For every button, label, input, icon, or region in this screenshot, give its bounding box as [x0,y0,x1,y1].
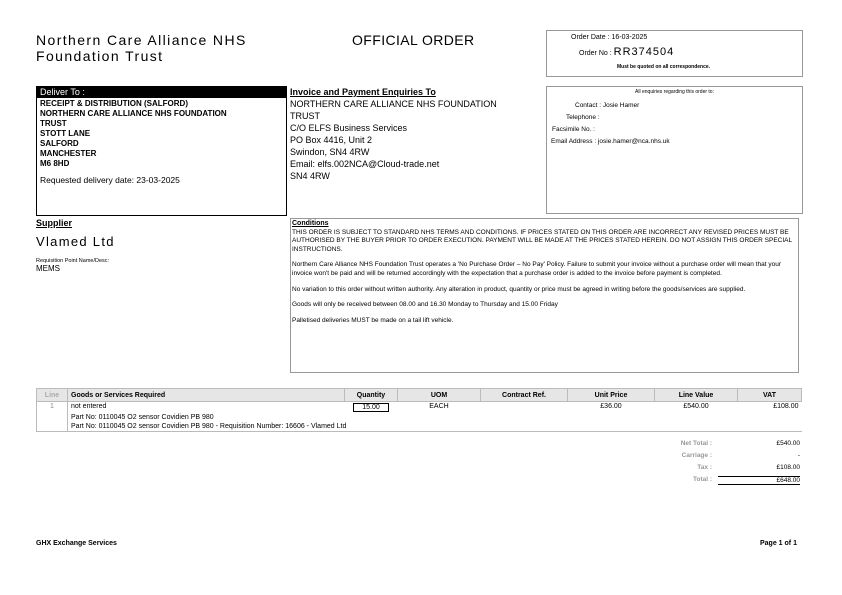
line-number: 1 [37,402,68,432]
table-row [37,402,802,414]
org-line-1: Northern Care Alliance NHS [36,32,247,48]
invoice-line: NORTHERN CARE ALLIANCE NHS FOUNDATION [290,99,497,109]
address-line: MANCHESTER [40,149,97,158]
net-total-value: £540.00 [776,440,800,447]
invoice-line: TRUST [290,111,320,121]
col-uom: UOM [398,389,481,402]
invoice-line: Swindon, SN4 4RW [290,147,370,157]
quantity-cell [345,402,398,414]
total-label: Total : [692,476,712,483]
facsimile-row [552,126,595,133]
telephone-label: Telephone : [566,114,600,121]
carriage-value: - [797,452,800,459]
telephone-row [566,114,600,121]
order-date-row [571,34,647,41]
part-number-1: Part No: 0110045 O2 sensor Covidien PB 980 [71,414,214,421]
document-title: OFFICIAL ORDER [352,32,475,48]
col-line: Line [37,389,68,402]
contact-value: Josie Hamer [602,102,640,109]
invoice-header: Invoice and Payment Enquiries To [290,87,436,97]
invoice-line: SN4 4RW [290,171,330,181]
conditions-box [290,218,799,373]
email-row [551,138,670,145]
col-contract: Contract Ref. [481,389,568,402]
table-row-part [37,422,802,432]
order-date-label: Order Date : [571,34,610,41]
col-vat: VAT [738,389,802,402]
tax-value: £108.00 [776,464,800,471]
contact-heading: All enquiries regarding this order to: [635,89,714,95]
email-label: Email Address : [551,138,597,145]
invoice-enquiries [290,86,545,211]
quote-note: Must be quoted on all correspondence. [617,64,711,70]
order-lines-table [36,388,802,432]
order-date-value: 16-03-2025 [611,34,648,41]
address-line: STOTT LANE [40,129,91,138]
total-value: £648.00 [718,476,800,485]
line-value-value: £540.00 [683,403,709,410]
deliver-to-box [36,86,287,216]
requisition-point-label: Requisition Point Name/Desc: [36,258,110,264]
tax-label: Tax : [697,464,712,471]
order-number-value: RR374504 [613,46,675,58]
conditions-paragraph: No variation to this order without written authority. Any alteration in product, quantity or price must be agreed in writing before the goods/services are supplied. [292,285,746,293]
goods-description: not entered [71,403,107,410]
carriage-label: Carriage : [681,452,712,459]
contact-label: Contact : [575,102,602,109]
address-line: NORTHERN CARE ALLIANCE NHS FOUNDATION [40,109,227,118]
conditions-paragraph: THIS ORDER IS SUBJECT TO STANDARD NHS TERMS AND CONDITIONS. IF PRICES STATED ON THIS ORDER ARE INCORRECT ANY REVISED PRICES MUST BE AUTHORISED BY THE BUYER PRIOR TO ORDER EXECUTION. PAYMENT WILL BE MADE AT THE PRICES STATED HEREIN. DO NOT ASSIGN THIS ORDER SPECIAL INSTRUCTIONS. [292,228,792,253]
col-quantity: Quantity [345,389,398,402]
footer-page-number: Page 1 of 1 [760,540,797,547]
uom-value: EACH [429,403,449,410]
part-number-2: Part No: 0110045 O2 sensor Covidien PB 980 - Requisition Number: 16606 - Vlamed Ltd [68,422,802,432]
net-total-label: Net Total : [680,440,712,447]
conditions-header: Conditions [292,220,329,227]
delivery-address [37,98,286,170]
col-goods: Goods or Services Required [68,389,345,402]
address-line: SALFORD [40,139,79,148]
organisation-name [36,32,247,64]
requested-delivery-date: Requested delivery date: 23-03-2025 [40,175,180,185]
supplier-header: Supplier [36,218,73,228]
conditions-paragraph: Palletised deliveries MUST be made on a tail lift vehicle. [292,316,454,324]
supplier-name: Vlamed Ltd [36,234,115,249]
address-line: M6 8HD [40,159,70,168]
order-info-box [546,30,803,77]
org-line-2: Foundation Trust [36,48,164,64]
invoice-line: C/O ELFS Business Services [290,123,408,133]
vat-value: £108.00 [773,403,799,410]
contract-value [481,402,568,414]
invoice-line: PO Box 4416, Unit 2 [290,135,373,145]
address-line: TRUST [40,119,67,128]
invoice-line: Email: elfs.002NCA@Cloud-trade.net [290,159,440,169]
address-line: RECEIPT & DISTRIBUTION (SALFORD) [40,99,188,108]
requisition-point-value: MEMS [36,264,60,273]
conditions-paragraph: Goods will only be received between 08.00 and 16.30 Monday to Thursday and 15.00 Friday [292,301,558,309]
conditions-paragraph: Northern Care Alliance NHS Foundation Trust operates a 'No Purchase Order – No Pay' Policy. Failure to submit your invoice without a purchase order will mean that your invoice won't be paid and will be returned accordingly with the expectation that a purchase order is added to the invoice before payment is completed. [292,261,782,277]
supplier-section [36,218,115,273]
order-number-label: Order No : [579,50,612,57]
quantity-value: 15.00 [353,403,389,412]
col-unit-price: Unit Price [568,389,655,402]
facsimile-label: Facsimile No. : [552,126,595,133]
table-row-part [37,413,802,422]
email-value: josie.hamer@nca.nhs.uk [597,138,670,145]
unit-price-value: £36.00 [600,403,622,410]
col-line-value: Line Value [655,389,738,402]
footer-service: GHX Exchange Services [36,540,117,547]
order-number-row [579,46,674,58]
contact-box [546,86,803,214]
contact-row [575,102,639,109]
deliver-to-header: Deliver To : [37,87,286,98]
table-header-row [37,389,802,402]
